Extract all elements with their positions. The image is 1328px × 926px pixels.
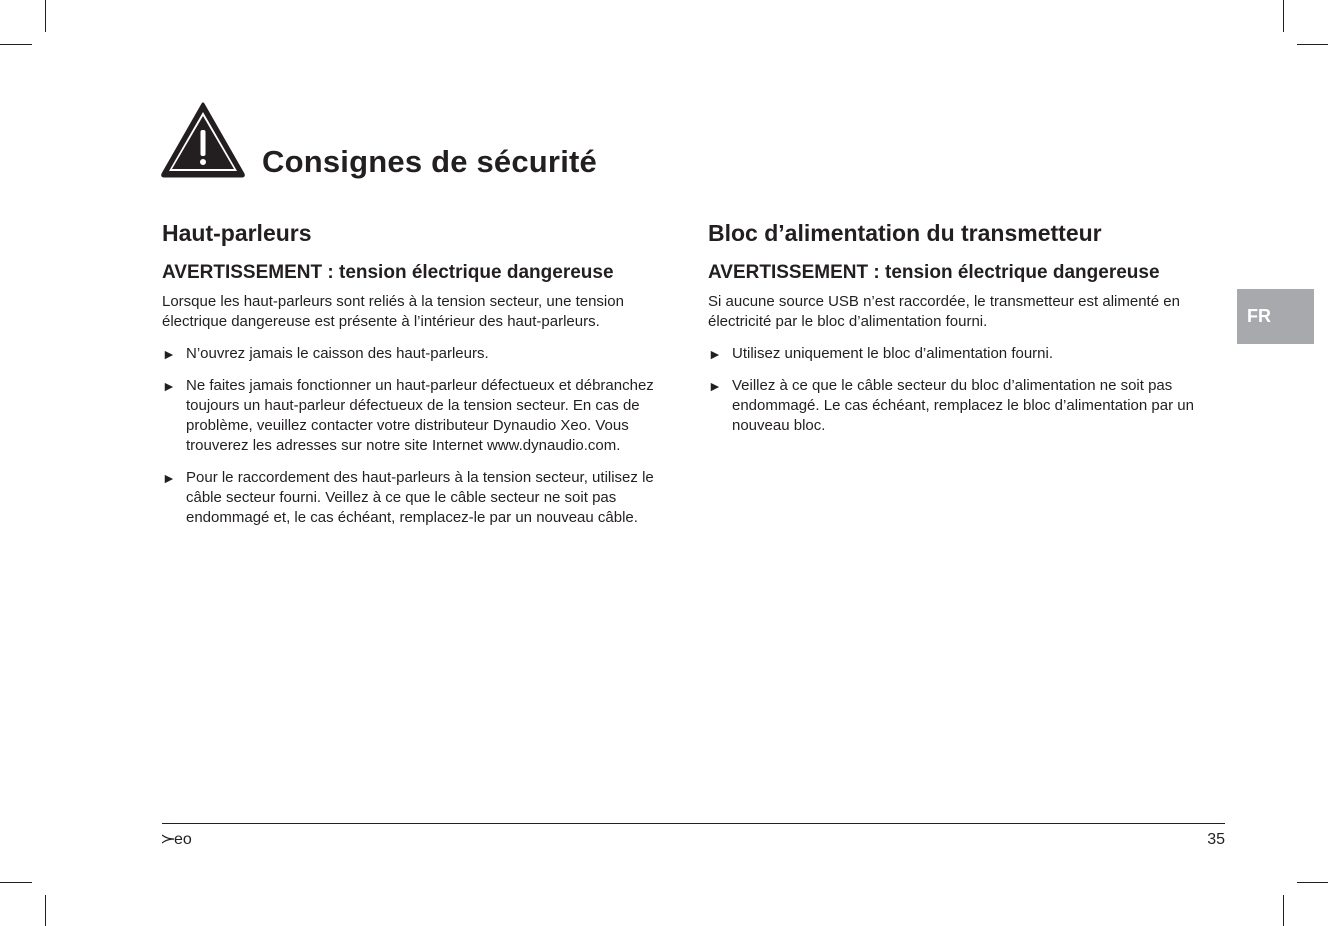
crop-mark bbox=[45, 895, 46, 926]
crop-mark bbox=[1283, 895, 1284, 926]
xeo-x-mark-icon bbox=[162, 834, 174, 844]
bullet-list bbox=[162, 344, 682, 528]
crop-mark bbox=[0, 44, 32, 45]
intro-paragraph: Si aucune source USB n’est raccordée, le transmetteur est alimenté en électricité par le bloc d’alimentation fourni. bbox=[708, 293, 1180, 330]
bullet-arrow-icon: ► bbox=[162, 378, 176, 394]
list-item bbox=[708, 344, 1228, 364]
bullet-arrow-icon: ► bbox=[708, 378, 722, 394]
list-item bbox=[162, 468, 682, 528]
section-heading: Haut-parleurs bbox=[162, 220, 312, 246]
intro-paragraph: Lorsque les haut-parleurs sont reliés à la tension secteur, une tension électrique dangereuse est présente à l’intérieur des haut-parleurs. bbox=[162, 293, 624, 330]
warning-heading: AVERTISSEMENT : tension électrique dangereuse bbox=[708, 262, 1160, 283]
bullet-arrow-icon: ► bbox=[162, 470, 176, 486]
list-item bbox=[162, 344, 682, 364]
crop-mark bbox=[1283, 0, 1284, 32]
crop-mark bbox=[1297, 44, 1328, 45]
bullet-text: Veillez à ce que le câble secteur du bloc d’alimentation ne soit pas endommagé. Le cas échéant, remplacez le bloc d’alimentation par un nouveau bloc. bbox=[732, 377, 1194, 434]
list-item bbox=[708, 376, 1228, 436]
crop-mark bbox=[0, 882, 32, 883]
bullet-text: N’ouvrez jamais le caisson des haut-parleurs. bbox=[186, 345, 489, 362]
footer-divider bbox=[162, 823, 1225, 824]
page-title: Consignes de sécurité bbox=[262, 144, 597, 179]
page-number: 35 bbox=[1207, 831, 1225, 848]
bullet-arrow-icon: ► bbox=[708, 346, 722, 362]
crop-mark bbox=[1297, 882, 1328, 883]
warning-triangle-icon bbox=[160, 100, 246, 178]
crop-mark bbox=[45, 0, 46, 32]
logo-text: eo bbox=[174, 831, 192, 848]
bullet-arrow-icon: ► bbox=[162, 346, 176, 362]
list-item bbox=[162, 376, 682, 456]
language-tab: FR bbox=[1237, 289, 1314, 344]
transmitter-power-section bbox=[708, 218, 1228, 436]
speakers-section bbox=[162, 218, 682, 528]
section-heading: Bloc d’alimentation du transmetteur bbox=[708, 220, 1102, 246]
bullet-text: Pour le raccordement des haut-parleurs à la tension secteur, utilisez le câble secteur fourni. Veillez à ce que le câble secteur ne soit pas endommagé et, le cas échéant, remplacez-le par un nouveau câble. bbox=[186, 469, 654, 526]
bullet-list bbox=[708, 344, 1228, 436]
bullet-text: Ne faites jamais fonctionner un haut-parleur défectueux et débranchez toujours un haut-parleur défectueux de la tension secteur. En cas de problème, veuillez contacter votre distributeur Dynaudio Xeo. Vous trouverez les adresses sur notre site Internet www.dynaudio.com. bbox=[186, 377, 654, 454]
warning-heading: AVERTISSEMENT : tension électrique dangereuse bbox=[162, 262, 614, 283]
bullet-text: Utilisez uniquement le bloc d’alimentation fourni. bbox=[732, 345, 1054, 362]
